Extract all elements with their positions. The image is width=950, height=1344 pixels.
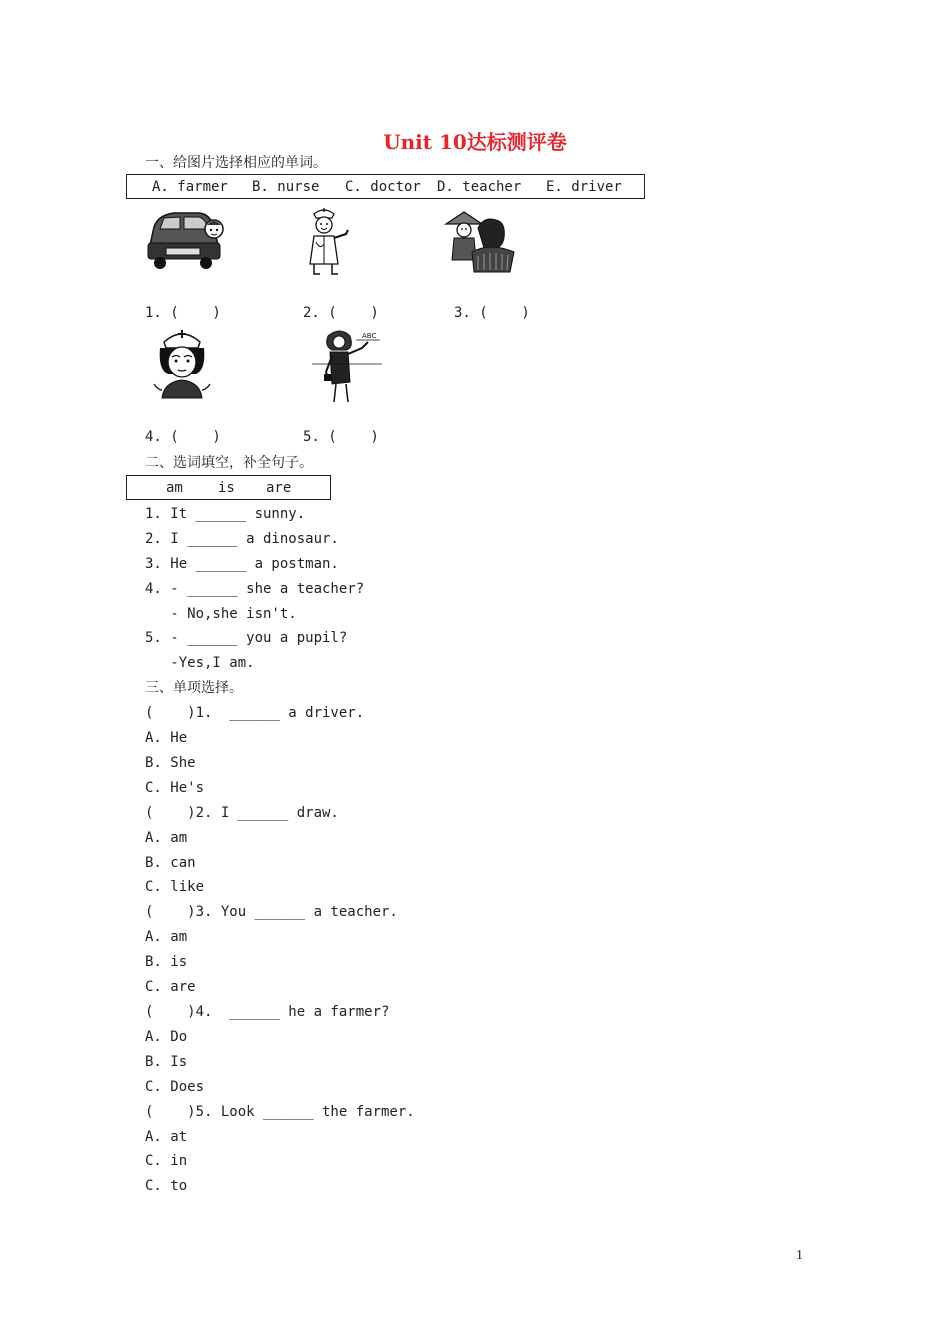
fill-line: 5. - ______ you a pupil? bbox=[145, 630, 348, 646]
answer-4[interactable]: 4. ( ) bbox=[145, 429, 221, 445]
question-line: ( )2. I ______ draw. bbox=[145, 805, 339, 821]
word-are: are bbox=[266, 480, 292, 496]
option-b: B. nurse bbox=[252, 179, 320, 195]
choice-line: B. is bbox=[145, 954, 188, 970]
word-am: am bbox=[166, 480, 183, 496]
fill-line: - No,she isn't. bbox=[145, 606, 297, 622]
choice-line: A. am bbox=[145, 830, 188, 846]
option-a: A. farmer bbox=[152, 179, 228, 195]
answer-5[interactable]: 5. ( ) bbox=[303, 429, 379, 445]
choice-line: C. are bbox=[145, 979, 196, 995]
driver-car-picture bbox=[144, 205, 230, 273]
answer-3[interactable]: 3. ( ) bbox=[454, 305, 530, 321]
doctor-picture bbox=[302, 206, 362, 278]
answer-2[interactable]: 2. ( ) bbox=[303, 305, 379, 321]
option-d: D. teacher bbox=[437, 179, 522, 195]
question-line: ( )4. ______ he a farmer? bbox=[145, 1004, 390, 1020]
choice-line: A. Do bbox=[145, 1029, 188, 1045]
question-line: ( )5. Look ______ the farmer. bbox=[145, 1104, 415, 1120]
question-line: ( )3. You ______ a teacher. bbox=[145, 904, 398, 920]
choice-line: B. Is bbox=[145, 1054, 188, 1070]
page-number: 1 bbox=[796, 1248, 803, 1263]
choice-line: C. Does bbox=[145, 1079, 205, 1095]
choice-line: A. am bbox=[145, 929, 188, 945]
choice-line: C. like bbox=[145, 879, 205, 895]
fill-line: 4. - ______ she a teacher? bbox=[145, 581, 365, 597]
fill-line: 3. He ______ a postman. bbox=[145, 556, 339, 572]
choice-line: B. can bbox=[145, 855, 196, 871]
word-is: is bbox=[218, 480, 235, 496]
option-e: E. driver bbox=[546, 179, 622, 195]
choice-line: C. to bbox=[145, 1178, 188, 1194]
farmer-picture bbox=[444, 208, 516, 276]
section1-heading: 一、给图片选择相应的单词。 bbox=[145, 155, 327, 171]
fill-line: 2. I ______ a dinosaur. bbox=[145, 531, 339, 547]
nurse-picture bbox=[150, 326, 214, 400]
choice-line: A. at bbox=[145, 1129, 188, 1145]
svg-text:ABC: ABC bbox=[362, 332, 377, 340]
fill-line: 1. It ______ sunny. bbox=[145, 506, 306, 522]
answer-1[interactable]: 1. ( ) bbox=[145, 305, 221, 321]
choice-line: C. in bbox=[145, 1153, 188, 1169]
section2-heading: 二、选词填空，补全句子。 bbox=[145, 455, 313, 471]
choice-line: B. She bbox=[145, 755, 196, 771]
choice-line: A. He bbox=[145, 730, 188, 746]
choice-line: C. He's bbox=[145, 780, 205, 796]
teacher-picture bbox=[310, 326, 384, 404]
option-c: C. doctor bbox=[345, 179, 421, 195]
question-line: ( )1. ______ a driver. bbox=[145, 705, 365, 721]
section3-heading: 三、单项选择。 bbox=[145, 680, 243, 696]
page-title: Unit 10达标测评卷 bbox=[383, 130, 567, 154]
fill-line: -Yes,I am. bbox=[145, 655, 255, 671]
